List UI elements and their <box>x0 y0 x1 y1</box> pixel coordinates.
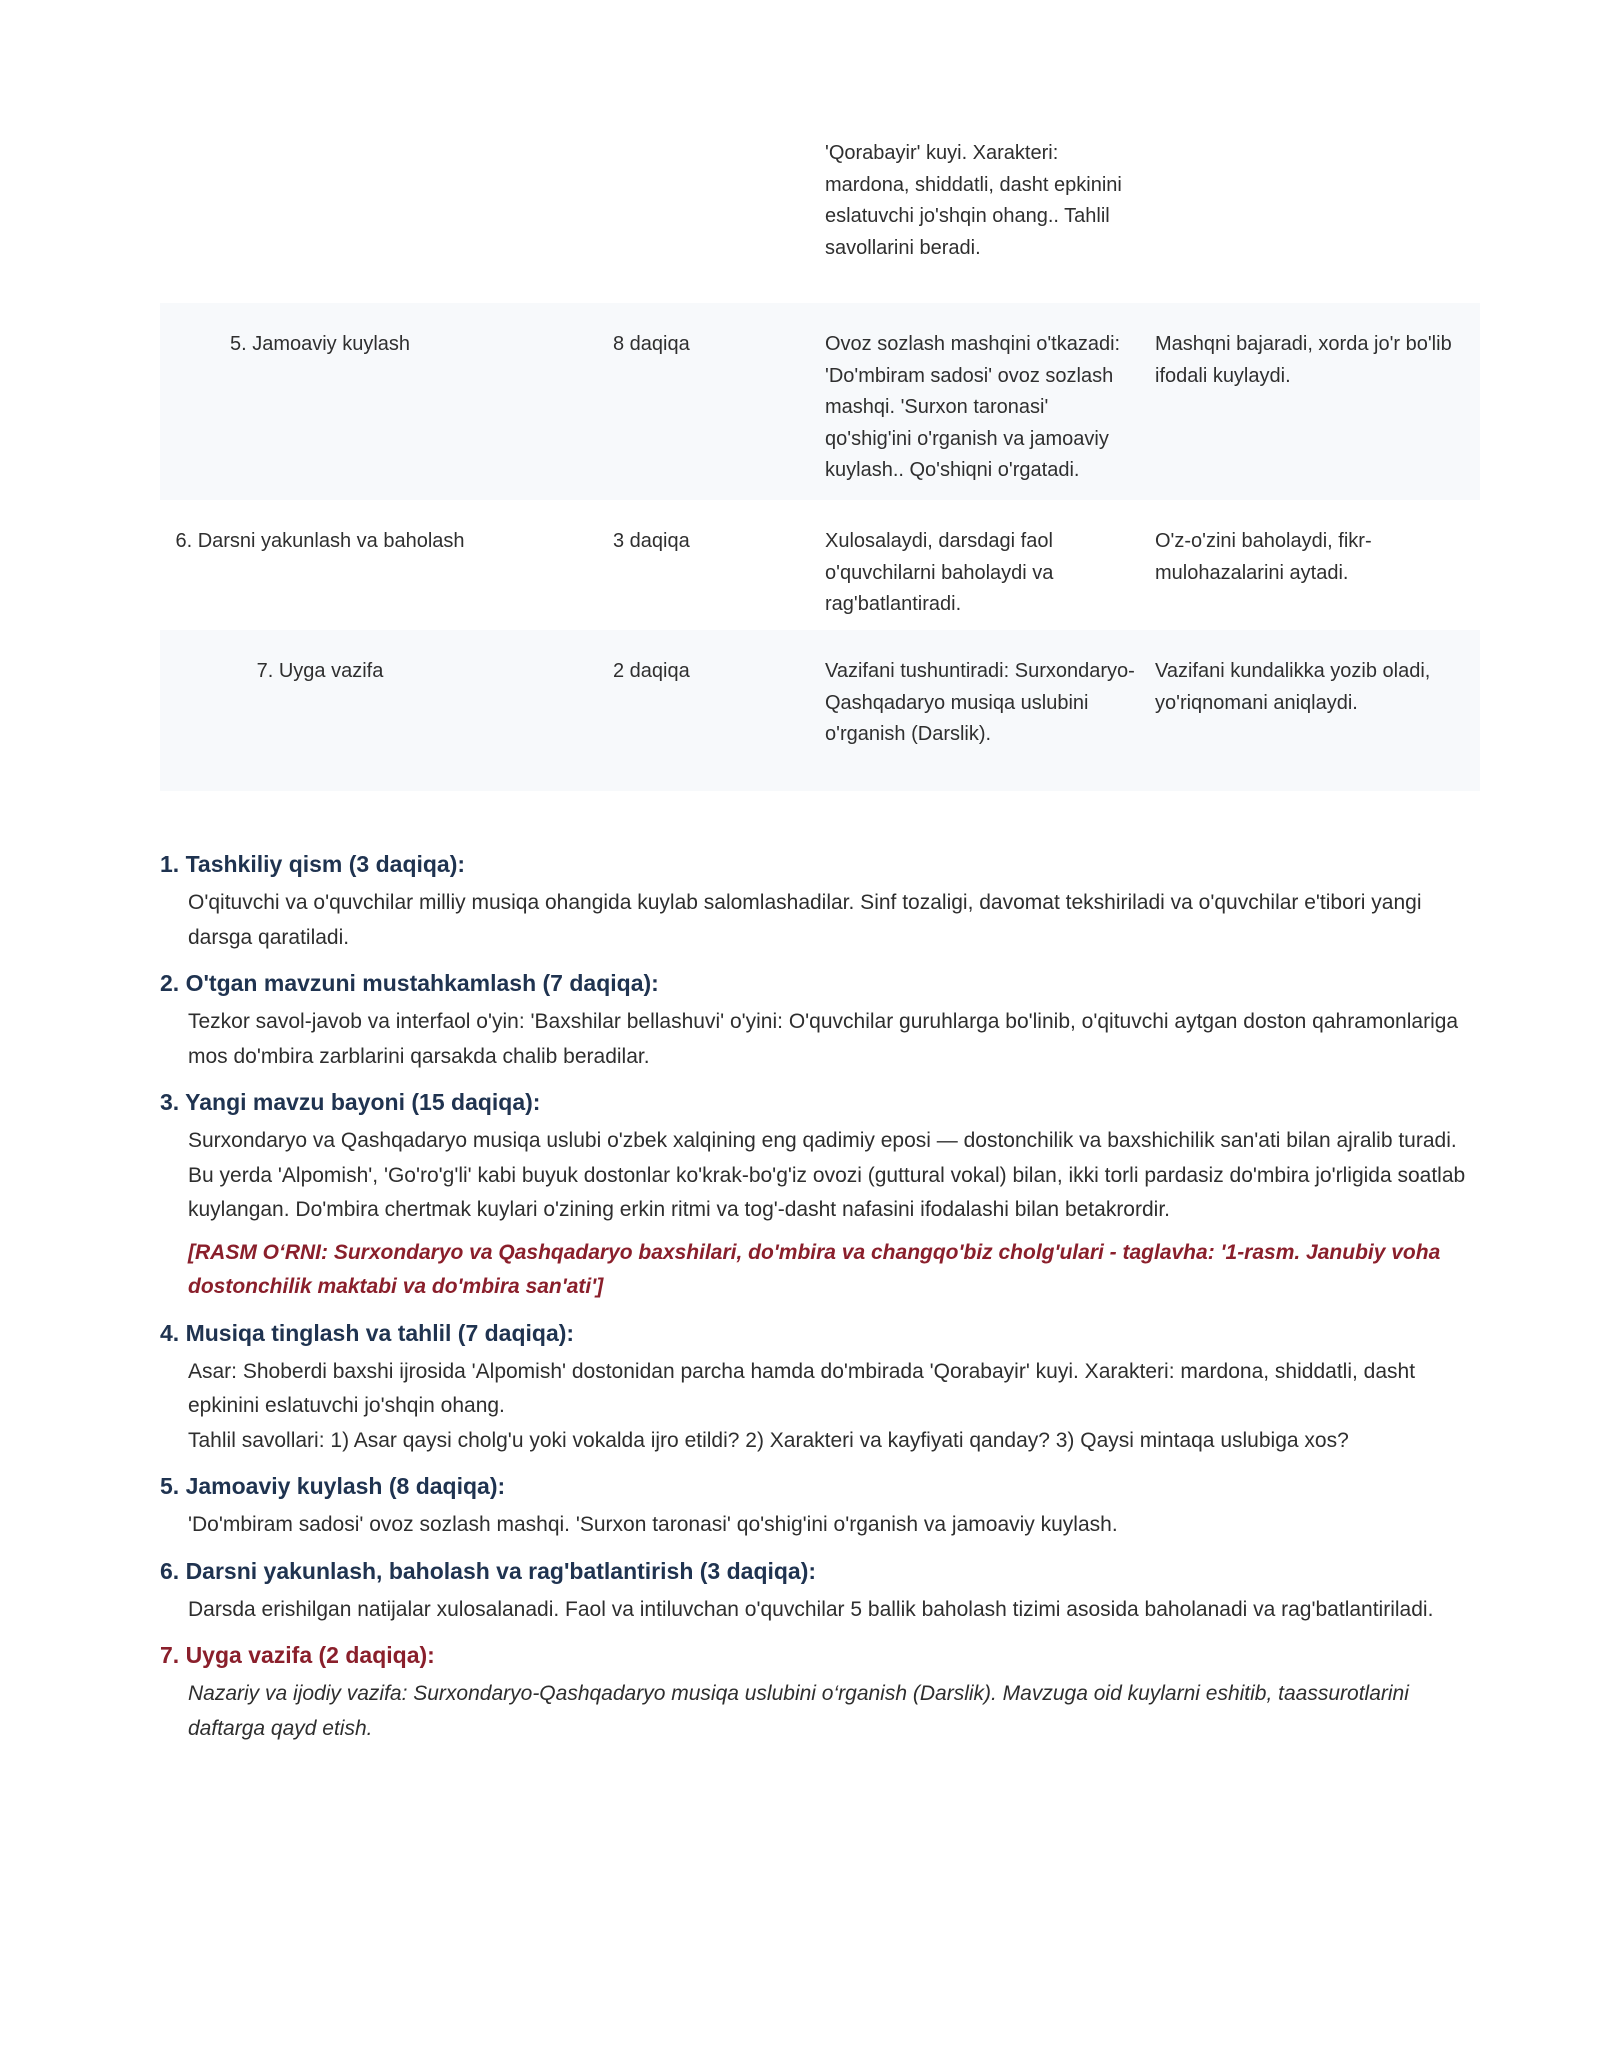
section-heading: 2. O'tgan mavzuni mustahkamlash (7 daqiqa): <box>160 970 659 996</box>
time-cell: 3 daqiqa <box>613 530 690 552</box>
section-text: Surxondaryo va Qashqadaryo musiqa uslubi o'zbek xalqining eng qadimiy eposi — dostonchilik va baxshichilik san'ati bilan ajralib turadi. Bu yerda 'Alpomish', 'Go'ro'g'li' kabi buyuk dostonlar ko'krak-bo'g'iz ovozi (guttural vokal) bilan, ikki torli pardasiz do'mbira jo'rligida soatlab kuylangan. Do'mbira chertmak kuylari o'zining erkin ritmi va tog'-dasht nafasini ifodalashi bilan betakrordir. <box>188 1129 1466 1221</box>
table-row <box>160 303 1480 500</box>
section-text: Nazariy va ijodiy vazifa: Surxondaryo-Qashqadaryo musiqa uslubini o‘rganish (Darslik). Mavzuga oid kuylarni eshitib, taassurotlarini daftarga qayd etish. <box>188 1682 1409 1740</box>
section-new-topic <box>160 1086 1480 1305</box>
time-cell: 8 daqiqa <box>613 333 690 355</box>
table-row <box>160 500 1480 630</box>
section-text: Asar: Shoberdi baxshi ijrosida 'Alpomish' dostonidan parcha hamda do'mbirada 'Qorabayir' kuyi. Xarakteri: mardona, shiddatli, dasht epkinini eslatuvchi jo'shqin ohang. <box>188 1359 1416 1417</box>
section-organizational <box>160 848 1480 955</box>
section-text: Tezkor savol-javob va interfaol o'yin: 'Baxshilar bellashuvi' o'yini: O'quvchilar guruhlarga bo'linib, o'qituvchi aytgan doston qahramonlariga mos do'mbira zarblarini qarsakda chalib beradilar. <box>188 1010 1459 1068</box>
time-cell: 2 daqiqa <box>613 660 690 682</box>
section-homework <box>160 1639 1480 1746</box>
teacher-activity-cell: Xulosalaydi, darsdagi faol o'quvchilarni baholaydi va rag'batlantiradi. <box>825 530 1054 615</box>
section-text: Darsda erishilgan natijalar xulosalanadi. Faol va intiluvchan o'quvchilar 5 ballik baholash tizimi asosida baholanadi va rag'batlantiriladi. <box>188 1597 1434 1621</box>
stage-cell: 6. Darsni yakunlash va baholash <box>175 530 465 552</box>
lesson-sections <box>160 848 1480 1758</box>
table-row <box>160 630 1480 791</box>
section-assessment <box>160 1555 1480 1628</box>
image-placeholder-note: [RASM O‘RNI: Surxondaryo va Qashqadaryo baxshilari, do'mbira va changqo'biz cholg'ulari - taglavha: '1-rasm. Janubiy voha dostonchilik maktabi va do'mbira san'ati'] <box>188 1240 1441 1298</box>
section-heading: 3. Yangi mavzu bayoni (15 daqiqa): <box>160 1089 541 1115</box>
section-singing <box>160 1470 1480 1543</box>
stage-cell: 5. Jamoaviy kuylash <box>229 333 411 355</box>
section-text: O'qituvchi va o'quvchilar milliy musiqa ohangida kuylab salomlashadilar. Sinf tozaligi, davomat tekshiriladi va o'quvchilar e'tibori yangi darsga qaratiladi. <box>188 891 1422 949</box>
section-heading: 4. Musiqa tinglash va tahlil (7 daqiqa): <box>160 1319 575 1346</box>
section-heading: 7. Uyga vazifa (2 daqiqa): <box>160 1642 435 1668</box>
lesson-stages-table <box>160 138 1480 791</box>
teacher-activity-cell: Ovoz sozlash mashqini o'tkazadi: 'Do'mbiram sadosi' ovoz sozlash mashqi. 'Surxon taronasi' qo'shig'ini o'rganish va jamoaviy kuylash.. Qo'shiqni o'rgatadi. <box>825 333 1121 481</box>
section-heading: 5. Jamoaviy kuylash (8 daqiqa): <box>160 1473 506 1499</box>
section-listening <box>160 1317 1480 1459</box>
stage-cell: 7. Uyga vazifa <box>256 660 384 682</box>
teacher-activity-cell: Vazifani tushuntiradi: Surxondaryo-Qashqadaryo musiqa uslubini o'rganish (Darslik). <box>825 660 1135 745</box>
student-activity-cell: O'z-o'zini baholaydi, fikr-mulohazalarini aytadi. <box>1155 530 1372 584</box>
teacher-activity-cell: 'Qorabayir' kuyi. Xarakteri: mardona, shiddatli, dasht epkinini eslatuvchi jo'shqin ohang.. Tahlil savollarini beradi. <box>825 142 1122 259</box>
student-activity-cell: Vazifani kundalikka yozib oladi, yo'riqnomani aniqlaydi. <box>1155 660 1431 714</box>
section-heading: 1. Tashkiliy qism (3 daqiqa): <box>160 851 466 877</box>
section-text: 'Do'mbiram sadosi' ovoz sozlash mashqi. 'Surxon taronasi' qo'shig'ini o'rganish va jamoaviy kuylash. <box>188 1513 1118 1536</box>
section-heading: 6. Darsni yakunlash, baholash va rag'batlantirish (3 daqiqa): <box>160 1557 817 1584</box>
student-activity-cell: Mashqni bajaradi, xorda jo'r bo'lib ifodali kuylaydi. <box>1155 333 1452 387</box>
table-row <box>160 138 1480 303</box>
section-review <box>160 967 1480 1074</box>
analysis-questions: Tahlil savollari: 1) Asar qaysi cholg'u yoki vokalda ijro etildi? 2) Xarakteri va kayfiyati qanday? 3) Qaysi mintaqa uslubiga xos? <box>188 1428 1349 1452</box>
